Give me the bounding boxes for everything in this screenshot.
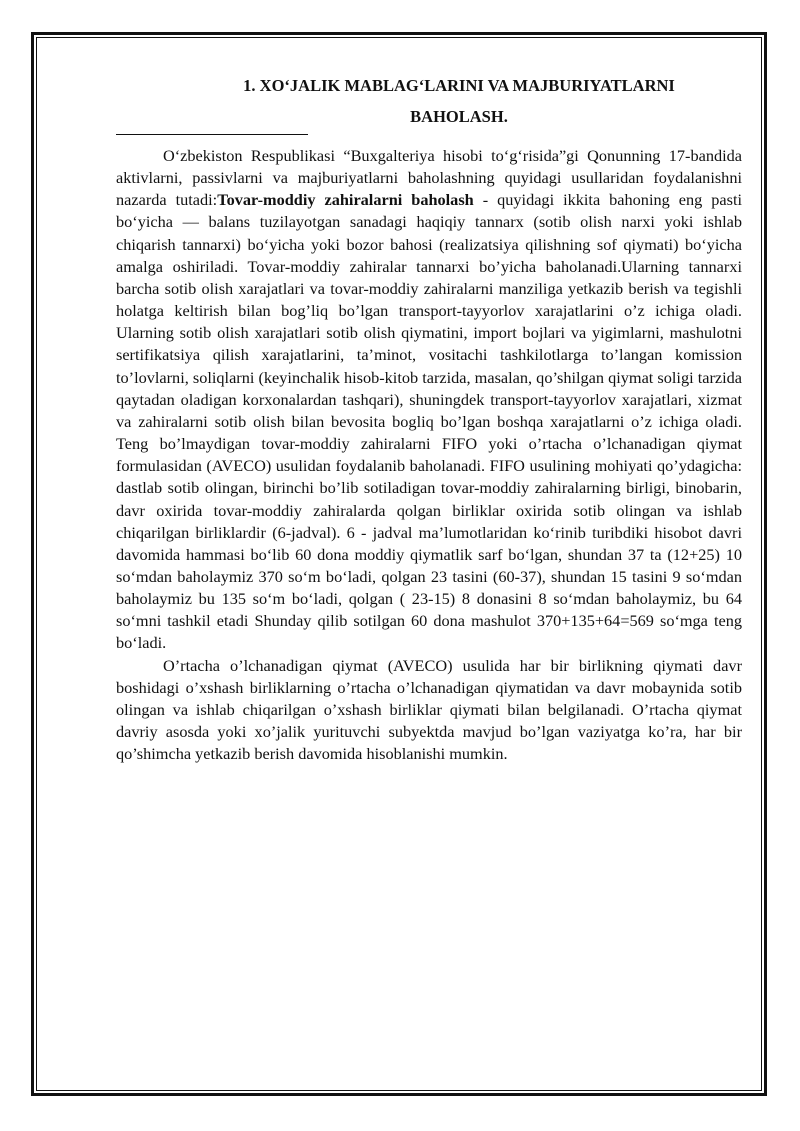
paragraph-inventory-valuation <box>116 145 742 655</box>
section-heading-line1: 1. XO‘JALIK MABLAG‘LARINI VA MAJBURIYATLARNI <box>243 76 675 95</box>
footnote-separator-line <box>116 134 308 135</box>
document-body <box>116 70 742 765</box>
bold-term: Tovar-moddiy zahiralarni baholash <box>217 190 474 210</box>
section-heading-line2: BAHOLASH. <box>410 107 508 126</box>
paragraph-body-text: - quyidagi ikkita bahoning eng pasti bo‘yicha — balans tuzilayotgan sanadagi haqiqiy tannarx (sotib olish narxi yoki ishlab chiqarish tannarxi) bo‘yicha yoki bozor bahosi (realizatsiya qilishning sof qiymati) bo‘yicha amalga oshiriladi. Tovar-moddiy zahiralar tannarxi bo’yicha baholanadi.Ularning tannarxi barcha sotib olish xarajatlari va tovar-moddiy zahiralarni manziliga yetkazib berish va tegishli holatga keltirish bilan bog’liq bo’lgan transport-tayyorlov xarajatlarini o’z ichiga oladi. Ularning sotib olish xarajatlari sotib olish qiymatini, import bojlari va yigimlarni, mashulotni sertifikatsiya qilish xarajatlarini, ta’minot, vositachi tashkilotlarga to’langan komission to’lovlarni, soliqlarni (keyinchalik hisob-kitob tarzida, masalan, qo’shilgan qiymat soligi tarzida qaytadan oladigan korxonalardan tashqari), shuningdek transport-tayyorlov xarajatlari, xizmat va zahiralarni sotib olish bilan bevosita bogliq bo’lgan boshqa xarajatlarni o’z ichiga oladi. Teng bo’lmaydigan tovar-moddiy zahiralarni FIFO yoki o’rtacha o’lchanadigan qiymat formulasidan (AVECO) usulidan foydalanib baholanadi. FIFO usulining mohiyati qo’ydagicha: dastlab sotib olingan, birinchi bo’lib sotiladigan tovar-moddiy zahiralarning birligi, binobarin, davr oxirida tovar-moddiy zahiralarda qolgan birliklar oxirida sotib olingan va ishlab chiqarilgan birliklardir (6-jadval). 6 - jadval ma’lumotlaridan ko‘rinib turibdiki hisobot davri davomida hammasi bo‘lib 60 dona moddiy qiymatlik sarf bo‘lgan, shundan 37 ta (12+25) 10 so‘mdan baholaymiz 370 so‘m bo‘ladi, qolgan 23 tasini (60-37), shundan 15 tasini 9 so‘mdan baholaymiz bu 135 so‘m bo‘ladi, qolgan ( 23-15) 8 donasini 8 so‘mdan baholaymiz, bu 64 so‘mni tashkil etadi Shunday qilib sotilgan 60 dona mashulot 370+135+64=569 so‘mga teng bo‘ladi. <box>116 190 742 653</box>
paragraph-aveco-method: O’rtacha o’lchanadigan qiymat (AVECO) usulida har bir birlikning qiymati davr boshidagi o’xshash birliklarning o’rtacha o’lchanadigan qiymatidan va davr mobaynida sotib olingan va ishlab chiqarilgan o’xshash birliklar qiymati bilan belgilanadi. O’rtacha qiymat davriy asosda yoki xo’jalik yurituvchi subyektda mavjud bo’lgan vaziyatga ko’ra, har bir qo’shimcha yetkazib berish davomida hisoblanishi mumkin. <box>116 655 742 764</box>
paragraph-intro-text: O‘zbekiston Respublikasi “Buxgalteriya hisobi to‘g‘risida”gi Qonunning 17-bandida aktivlarni, passivlarni va majburiyatlarni baholashning quyidagi usullaridan foydalanishni nazarda tutadi: <box>116 146 742 210</box>
